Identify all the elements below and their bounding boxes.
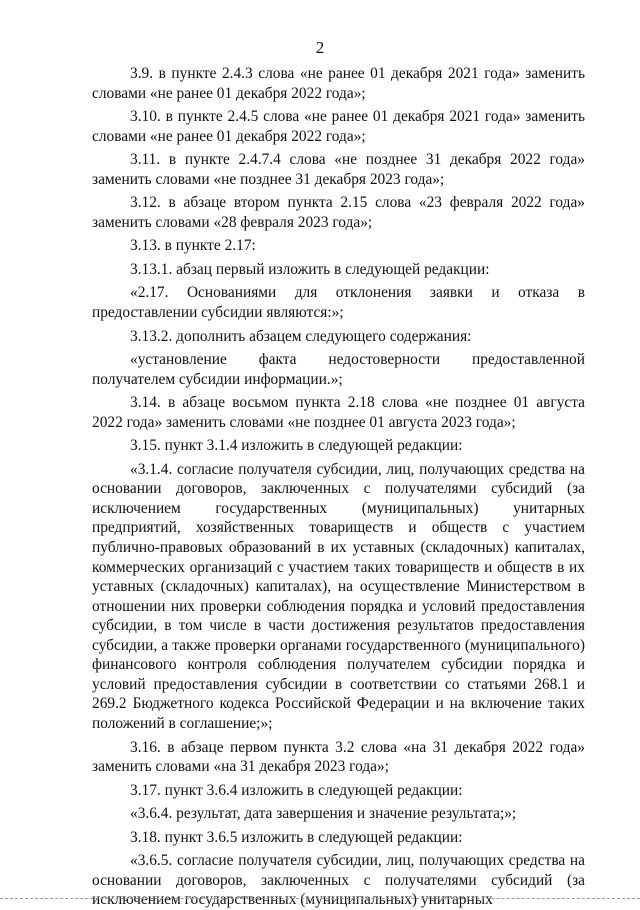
paragraph-3-12: 3.12. в абзаце втором пункта 2.15 слова «23 февраля 2022 года» заменить словами «28 февраля 2023 года»; [92,194,585,231]
paragraph-quote-3-1-4: «3.1.4. согласие получателя субсидии, лиц, получающих средства на основании договоров, заключенных с получателями субсидий (за исключением государственных (муниципальных) унитарных предприятий, хозяйственных товариществ и обществ с участием публично-правовых образований в их уставных (складочных) капиталах, коммерческих организаций с участием таких товариществ и обществ в их уставных (складочных) капиталах), на осуществление Министерством в отношении них проверки соблюдения порядка и условий предоставления субсидии, в том числе в части достижения результатов предоставления субсидии, а также проверки органами государственного (муниципального) финансового контроля соблюдения получателем субсидии порядка и условий предоставления субсидии в соответствии со статьями 268.1 и 269.2 Бюджетного кодекса Российской Федерации и на включение таких положений в соглашение;»; [92,460,585,732]
paragraph-quote-3-6-5: «3.6.5. согласие получателя субсидии, лиц, получающих средства на основании договоров, заключенных с получателями субсидий (за исключением государственных (муниципальных) унитарных [92,852,585,909]
paragraph-3-13-2: 3.13.2. дополнить абзацем следующего содержания: [130,327,472,345]
paragraph-3-18: 3.18. пункт 3.6.5 изложить в следующей редакции: [130,828,463,846]
document-body [92,64,585,910]
paragraph-3-9: 3.9. в пункте 2.4.3 слова «не ранее 01 декабря 2021 года» заменить словами «не ранее 01 декабря 2022 года»; [92,65,585,102]
paragraph-3-14: 3.14. в абзаце восьмом пункта 2.18 слова «не позднее 01 августа 2022 года» заменить словами «не позднее 01 августа 2023 года»; [92,394,585,431]
paragraph-3-17: 3.17. пункт 3.6.4 изложить в следующей редакции: [130,781,463,799]
paragraph-3-13-1: 3.13.1. абзац первый изложить в следующей редакции: [130,260,490,278]
page-bottom-divider [0,898,640,899]
paragraph-quote-3-6-4: «3.6.4. результат, дата завершения и значение результата;»; [130,805,517,823]
paragraph-3-16: 3.16. в абзаце первом пункта 3.2 слова «на 31 декабря 2022 года» заменить словами «на 31 декабря 2023 года»; [92,738,585,776]
paragraph-3-13: 3.13. в пункте 2.17: [130,237,256,255]
page-number: 2 [315,38,325,57]
paragraph-3-10: 3.10. в пункте 2.4.5 слова «не ранее 01 декабря 2021 года» заменить словами «не ранее 01 декабря 2022 года»; [92,108,585,145]
paragraph-3-15: 3.15. пункт 3.1.4 изложить в следующей редакции: [130,437,463,455]
paragraph-quote-false-info: «установление факта недостоверности предоставленной получателем субсидии информации.»; [92,351,585,388]
paragraph-quote-2-17: «2.17. Основаниями для отклонения заявки и отказа в предоставлении субсидии являются:»; [92,284,585,322]
paragraph-3-11: 3.11. в пункте 2.4.7.4 слова «не позднее 31 декабря 2022 года» заменить словами «не позднее 31 декабря 2023 года»; [92,151,585,188]
